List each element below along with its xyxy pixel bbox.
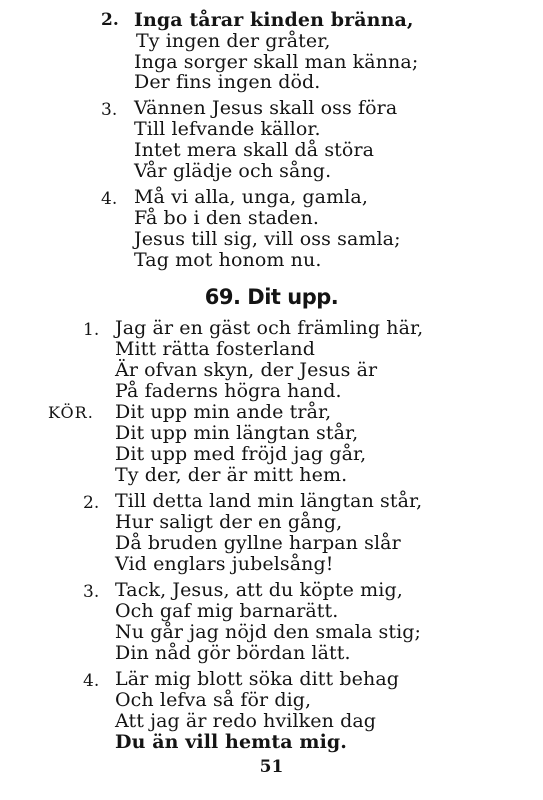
verse-line: Och lefva så för dig, [115,689,312,711]
verse-number: 4. [83,671,100,691]
verse-line: Då bruden gyllne harpan slår [115,532,401,554]
verse-line: Jesus till sig, vill oss samla; [134,228,401,250]
verse-number: 3. [83,582,100,602]
verse-number: 3. [101,100,118,120]
verse-line: Der fins ingen död. [134,71,321,93]
verse-line: Din nåd gör bördan lätt. [115,642,351,664]
verse-number: 4. [101,189,118,209]
chorus-label: KÖR. [48,403,94,422]
verse-line: Du än vill hemta mig. [115,731,347,753]
verse-line: Till lefvande källor. [134,118,321,140]
verse-line: Jag är en gäst och främling här, [115,317,424,339]
verse-line: Må vi alla, unga, gamla, [134,186,368,208]
verse-number: 2. [101,10,119,30]
verse-line: Mitt rätta fosterland [115,338,315,360]
verse-line: På faderns högra hand. [115,380,342,402]
verse-line: Få bo i den staden. [134,207,319,229]
verse-line: Intet mera skall då störa [134,139,375,161]
chorus-line: Ty der, der är mitt hem. [115,464,348,486]
verse-line: Och gaf mig barnarätt. [115,600,339,622]
chorus-line: Dit upp min ande trår, [115,401,332,423]
chorus-line: Dit upp min längtan står, [115,422,359,444]
verse-line: Vår glädje och sång. [134,160,332,182]
verse-line: Till detta land min längtan står, [115,490,423,512]
verse-line: Tag mot honom nu. [134,249,322,271]
verse-line: Inga sorger skall man känna; [134,51,419,73]
verse-number: 2. [83,493,100,513]
verse-line: Vännen Jesus skall oss föra [134,97,398,119]
verse-line: Inga tårar kinden bränna, [134,9,414,31]
verse-number: 1. [83,320,100,340]
verse-line: Nu går jag nöjd den smala stig; [115,621,422,643]
verse-line: Vid englars jubelsång! [115,553,334,575]
hymn-title: 69. Dit upp. [204,285,339,309]
verse-line: Är ofvan skyn, der Jesus är [115,359,378,381]
verse-line: Ty ingen der gråter, [136,30,331,52]
verse-line: Att jag är redo hvilken dag [115,710,377,732]
verse-line: Hur saligt der en gång, [115,511,343,533]
page-number: 51 [259,757,284,777]
verse-line: Lär mig blott söka ditt behag [115,668,400,690]
verse-line: Tack, Jesus, att du köpte mig, [115,579,403,601]
chorus-line: Dit upp med fröjd jag går, [115,443,367,465]
